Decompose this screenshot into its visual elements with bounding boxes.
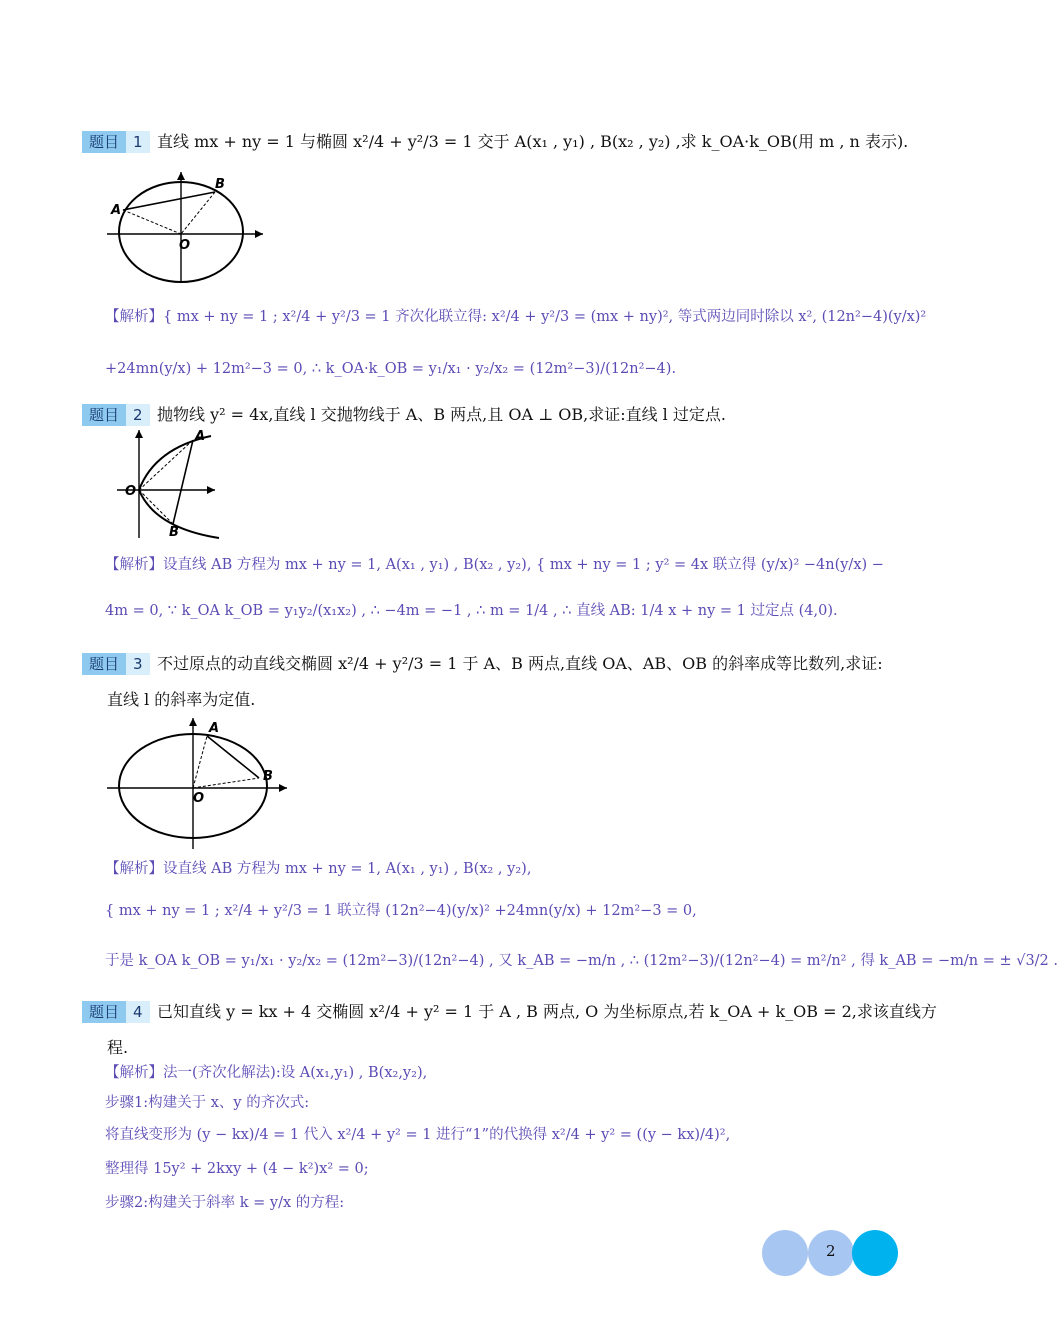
solution-4-line-3: 将直线变形为 (y − kx)/4 = 1 代入 x²/4 + y² = 1 进行“1”的代换得 x²/4 + y² = ((y − kx)/4)²,	[105, 1127, 731, 1143]
solution-label: 【解析】	[105, 861, 163, 877]
label-B: B	[263, 769, 273, 784]
solution-label: 【解析】	[105, 557, 163, 573]
figure-ellipse-3	[105, 716, 290, 851]
figure-parabola-2	[115, 428, 220, 540]
label-A: A	[195, 429, 206, 444]
solution-text: { mx + ny = 1 ; x²/4 + y²/3 = 1 齐次化联立得: x²/4 + y²/3 = (mx + ny)², 等式两边同时除以 x², (12n²−4)(y/x)²	[163, 309, 927, 325]
solution-4-line-2: 步骤1:构建关于 x、y 的齐次式:	[105, 1095, 310, 1111]
problem-tag-1	[82, 131, 150, 153]
solution-4-line-5: 步骤2:构建关于斜率 k = y/x 的方程:	[105, 1195, 345, 1211]
problem-1-text: 直线 mx + ny = 1 与椭圆 x²/4 + y²/3 = 1 交于 A(x₁ , y₁) , B(x₂ , y₂) ,求 k_OA·k_OB(用 m , n 表示).	[157, 132, 909, 151]
problem-4-text-2: 程.	[107, 1038, 129, 1057]
solution-text: 设直线 AB 方程为 mx + ny = 1, A(x₁ , y₁) , B(x₂ , y₂),	[163, 861, 532, 877]
problem-2-text: 抛物线 y² = 4x,直线 l 交抛物线于 A、B 两点,且 OA ⊥ OB,求证:直线 l 过定点.	[157, 405, 726, 424]
solution-4-line-1	[105, 1062, 427, 1084]
label-O: O	[193, 791, 205, 806]
solution-3-line-2: { mx + ny = 1 ; x²/4 + y²/3 = 1 联立得 (12n²−4)(y/x)² +24mn(y/x) + 12m²−3 = 0,	[105, 903, 697, 919]
solution-text: 法一(齐次化解法):设 A(x₁,y₁) , B(x₂,y₂),	[163, 1065, 428, 1081]
solution-4-line-4: 整理得 15y² + 2kxy + (4 − k²)x² = 0;	[105, 1161, 369, 1177]
problem-tag-3	[82, 653, 150, 675]
problem-tag-label: 题目	[82, 404, 126, 426]
problem-3-text-2: 直线 l 的斜率为定值.	[107, 690, 256, 709]
problem-tag-number: 4	[126, 1001, 150, 1023]
problem-tag-number: 3	[126, 653, 150, 675]
solution-3-line-3: 于是 k_OA k_OB = y₁/x₁ · y₂/x₂ = (12m²−3)/(12n²−4) , 又 k_AB = −m/n , ∴ (12m²−3)/(12n²−4) = m²/n² , 得 k_AB = −m/n = ± √3/2 .	[105, 953, 1058, 969]
page-decoration-circle	[852, 1230, 898, 1276]
label-B: B	[169, 525, 179, 540]
problem-tag-label: 题目	[82, 131, 126, 153]
solution-2-line-1	[105, 554, 884, 576]
label-O: O	[179, 238, 191, 253]
solution-3-line-1	[105, 858, 531, 880]
problem-tag-2	[82, 404, 150, 426]
solution-1-line-1	[105, 306, 926, 328]
label-B: B	[215, 177, 225, 192]
problem-tag-number: 2	[126, 404, 150, 426]
label-A: A	[209, 721, 220, 736]
label-O: O	[125, 484, 137, 499]
solution-2-line-2: 4m = 0, ∵ k_OA k_OB = y₁y₂/(x₁x₂) , ∴ −4m = −1 , ∴ m = 1/4 , ∴ 直线 AB: 1/4 x + ny = 1 过定点 (4,0).	[105, 603, 838, 619]
solution-1-line-2: +24mn(y/x) + 12m²−3 = 0, ∴ k_OA·k_OB = y₁/x₁ · y₂/x₂ = (12m²−3)/(12n²−4).	[105, 361, 677, 377]
problem-tag-label: 题目	[82, 1001, 126, 1023]
page-number: 2	[826, 1242, 836, 1260]
solution-label: 【解析】	[105, 1065, 163, 1081]
label-A: A	[111, 203, 122, 218]
problem-4-text: 已知直线 y = kx + 4 交椭圆 x²/4 + y² = 1 于 A , B 两点, O 为坐标原点,若 k_OA + k_OB = 2,求该直线方	[157, 1002, 937, 1021]
problem-tag-number: 1	[126, 131, 150, 153]
solution-text: 设直线 AB 方程为 mx + ny = 1, A(x₁ , y₁) , B(x₂ , y₂), { mx + ny = 1 ; y² = 4x 联立得 (y/x)² −4n(y/x) −	[163, 557, 884, 573]
figure-ellipse-1	[105, 170, 265, 285]
problem-tag-4	[82, 1001, 150, 1023]
page-decoration-circle	[762, 1230, 808, 1276]
solution-label: 【解析】	[105, 309, 163, 325]
problem-3-text: 不过原点的动直线交椭圆 x²/4 + y²/3 = 1 于 A、B 两点,直线 OA、AB、OB 的斜率成等比数列,求证:	[157, 654, 883, 673]
problem-tag-label: 题目	[82, 653, 126, 675]
